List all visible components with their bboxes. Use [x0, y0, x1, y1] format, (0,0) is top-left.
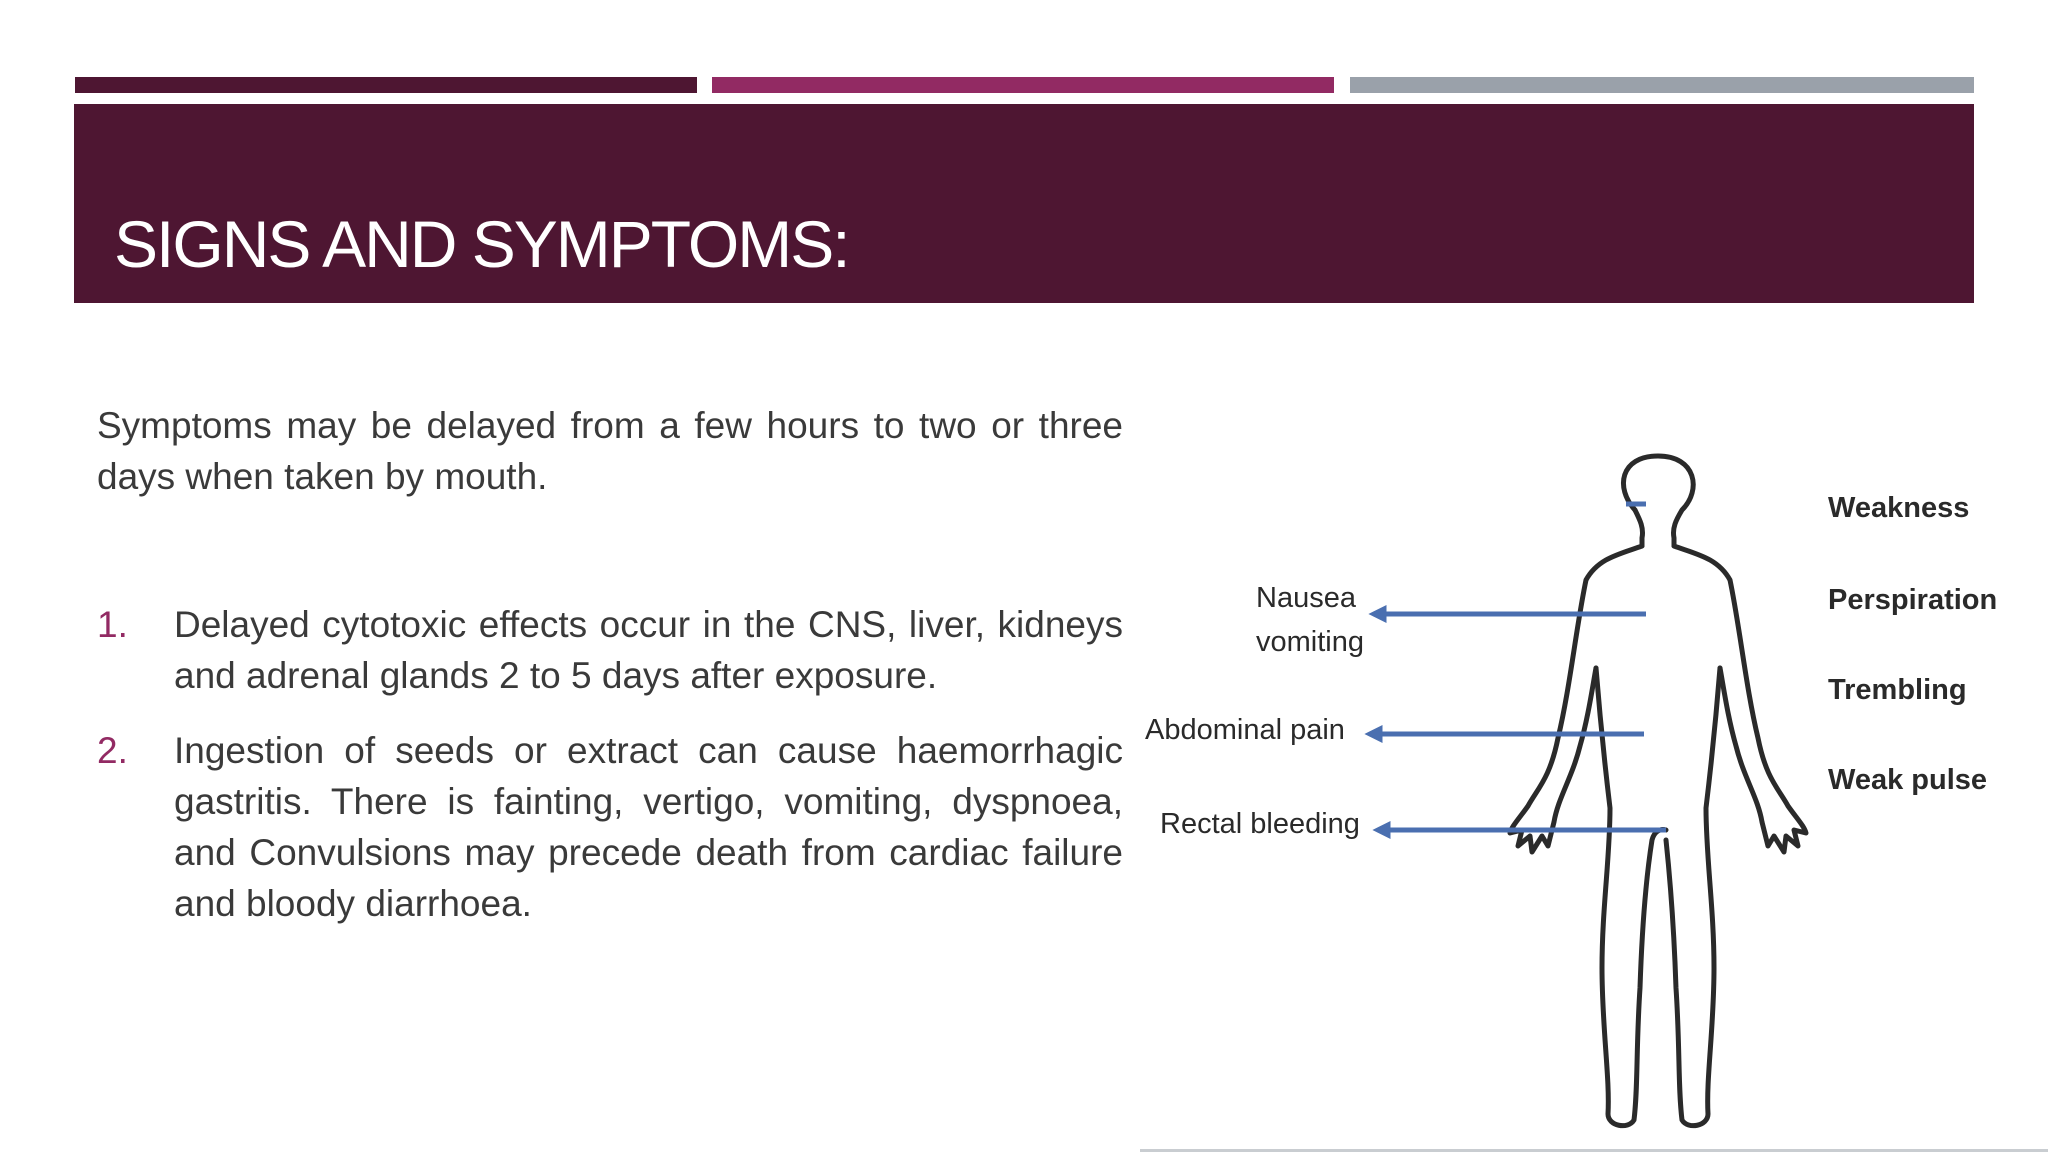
rectal-arrow-head — [1378, 825, 1388, 835]
neck-outline — [1635, 510, 1643, 546]
slide-content — [97, 400, 1123, 953]
label-perspiration: Perspiration — [1828, 584, 1998, 616]
label-rectal-bleeding: Rectal bleeding — [1160, 808, 1360, 840]
list-item-text: Delayed cytotoxic effects occur in the CNS, liver, kidneys and adrenal glands 2 to 5 days after exposure. — [174, 604, 1123, 696]
label-vomiting: vomiting — [1256, 626, 1364, 658]
right-leg-outline — [1666, 668, 1720, 1126]
title-band — [74, 104, 1974, 303]
intro-paragraph: Symptoms may be delayed from a few hours to two or three days when taken by mouth. — [97, 405, 1123, 497]
list-item-number: 1. — [97, 604, 128, 645]
label-weak-pulse: Weak pulse — [1828, 764, 1988, 796]
nausea-arrow-head — [1374, 609, 1384, 619]
label-weakness: Weakness — [1828, 492, 1970, 524]
accent-bar-dark — [75, 77, 697, 93]
list-item-text: Ingestion of seeds or extract can cause haemorrhagic gastritis. There is fainting, vertigo, vomiting, dyspnoea, and Convulsions may precede death from cardiac failure and bloody diarrhoea. — [174, 730, 1123, 924]
list-item — [97, 725, 1123, 929]
list-item-number: 2. — [97, 730, 128, 771]
body-symptoms-figure — [1140, 428, 2048, 1152]
left-arm-outline — [1510, 546, 1642, 852]
label-trembling: Trembling — [1828, 674, 1967, 706]
left-leg-outline — [1596, 668, 1666, 1126]
label-nausea: Nausea — [1256, 582, 1356, 614]
list-item — [97, 599, 1123, 701]
accent-bar-gray — [1350, 77, 1974, 93]
abdominal-arrow-head — [1370, 729, 1380, 739]
slide-title: SIGNS AND SYMPTOMS: — [114, 207, 849, 281]
symptom-list — [97, 599, 1123, 929]
head-outline — [1623, 456, 1693, 546]
label-abdominal-pain: Abdominal pain — [1145, 714, 1345, 746]
body-outline — [1510, 456, 1806, 1126]
right-arm-outline — [1674, 546, 1806, 852]
accent-bar-magenta — [712, 77, 1334, 93]
